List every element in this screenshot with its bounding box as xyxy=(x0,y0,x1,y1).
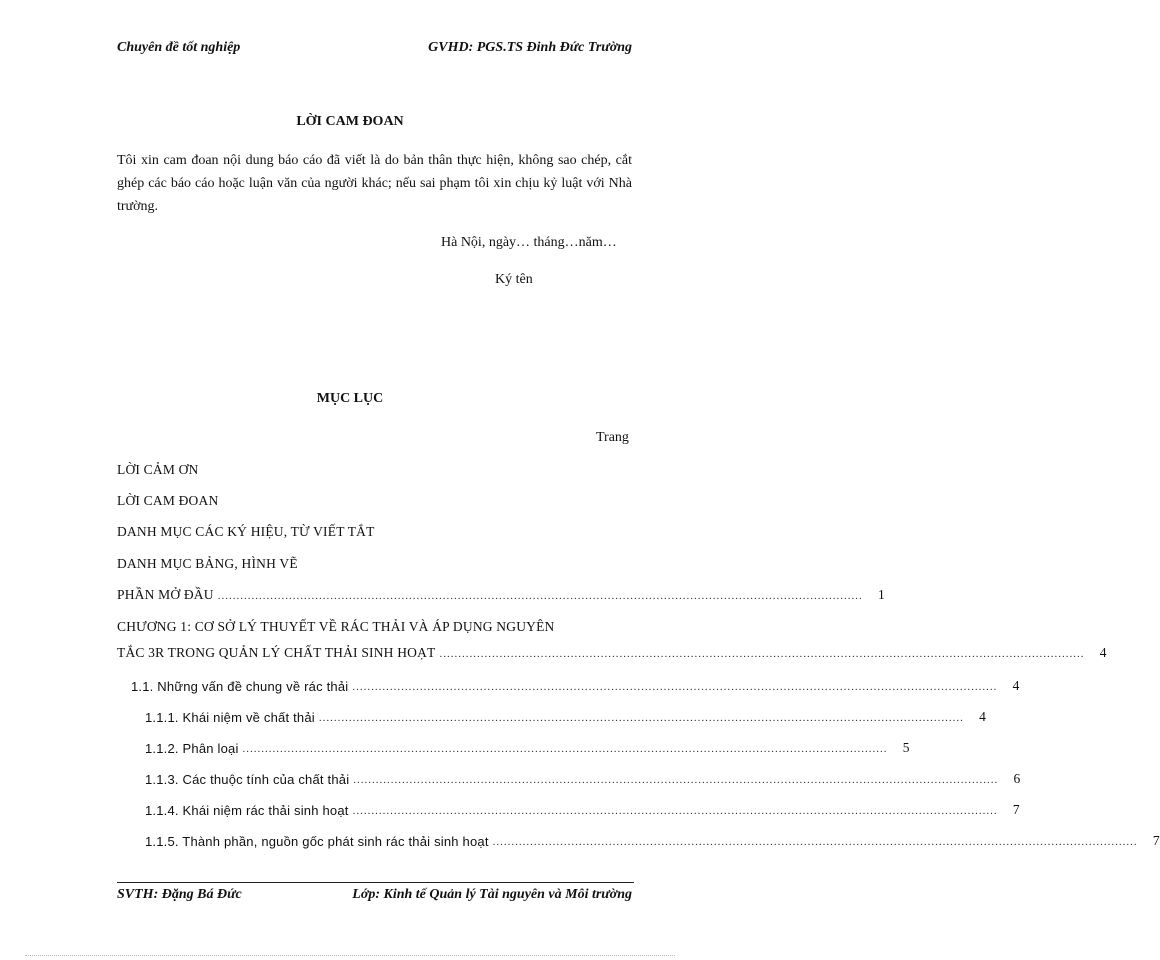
toc-leader-dots: ............................................................................................................................................................................ xyxy=(318,712,964,724)
toc-page-label: Trang xyxy=(596,430,629,445)
toc-item-intro[interactable] xyxy=(117,583,885,603)
toc-leader-dots: ............................................................................................................................................................................ xyxy=(217,590,863,602)
toc-title: MỤC LỤC xyxy=(316,391,384,406)
toc-item[interactable] xyxy=(117,458,632,478)
toc-item-label: 1.1. Những vấn đề chung về rác thải xyxy=(131,679,349,694)
page-header xyxy=(117,40,632,62)
toc-entry[interactable] xyxy=(145,767,1021,787)
toc-page-number: 4 xyxy=(979,709,986,724)
toc-leader-dots: ............................................................................................................................................................................ xyxy=(492,836,1138,848)
toc-item-label: 1.1.3. Các thuộc tính của chất thải xyxy=(145,772,350,787)
toc-item[interactable] xyxy=(117,552,632,572)
date-line: Hà Nội, ngày… tháng…năm… xyxy=(441,235,617,250)
toc-item-label: 1.1.1. Khái niệm về chất thải xyxy=(145,710,315,725)
toc-item-label: 1.1.5. Thành phần, nguồn gốc phát sinh rác thải sinh hoạt xyxy=(145,834,489,849)
toc-page-number: 7 xyxy=(1152,833,1160,848)
page-edge-divider xyxy=(25,955,675,956)
header-left: Chuyên đề tốt nghiệp xyxy=(117,40,241,55)
toc-leader-dots: ............................................................................................................................................................................ xyxy=(242,743,888,755)
footer-left: SVTH: Đặng Bá Đức xyxy=(117,887,242,902)
page-footer xyxy=(117,887,632,909)
toc-item-label: PHẦN MỞ ĐẦU xyxy=(117,587,214,602)
header-right: GVHD: PGS.TS Đinh Đức Trường xyxy=(428,40,632,55)
toc-entry[interactable] xyxy=(131,674,1020,694)
toc-item-label: DANH MỤC CÁC KÝ HIỆU, TỪ VIẾT TẮT xyxy=(117,524,375,539)
toc-page-number: 7 xyxy=(1012,802,1020,817)
toc-item-label: DANH MỤC BẢNG, HÌNH VẼ xyxy=(117,556,298,571)
toc-entry[interactable] xyxy=(145,798,1020,818)
toc-item-label: CHƯƠNG 1: CƠ SỞ LÝ THUYẾT VỀ RÁC THẢI VÀ ÁP DỤNG NGUYÊN xyxy=(117,619,555,634)
footer-right: Lớp: Kinh tế Quản lý Tài nguyên và Môi trường xyxy=(352,887,632,902)
toc-page-number: 4 xyxy=(1099,645,1107,660)
toc-leader-dots: ............................................................................................................................................................................ xyxy=(352,681,998,693)
toc-entry[interactable] xyxy=(145,829,1160,849)
toc-item[interactable] xyxy=(117,489,632,509)
commitment-body: Tôi xin cam đoan nội dung báo cáo đã viết là do bản thân thực hiện, không sao chép, cắt ghép các báo cáo hoặc luận văn của người khác; nếu sai phạm tôi xin chịu kỷ luật với Nhà trường. xyxy=(117,153,632,214)
toc-item[interactable] xyxy=(117,520,632,540)
signature-label: Ký tên xyxy=(495,272,533,287)
toc-leader-dots: ............................................................................................................................................................................ xyxy=(352,805,998,817)
toc-page-number: 6 xyxy=(1013,771,1021,786)
toc-page-number: 1 xyxy=(877,587,885,602)
toc-page-number: 4 xyxy=(1012,678,1020,693)
toc-page-number: 5 xyxy=(902,740,910,755)
toc-item-label: 1.1.4. Khái niệm rác thải sinh hoạt xyxy=(145,803,349,818)
toc-item-label: LỜI CAM ĐOAN xyxy=(117,493,219,508)
commitment-title: LỜI CAM ĐOAN xyxy=(296,114,404,129)
footer-rule xyxy=(117,882,634,883)
toc-item-label: TẮC 3R TRONG QUẢN LÝ CHẤT THẢI SINH HOẠT xyxy=(117,645,436,660)
toc-item-label: 1.1.2. Phân loại xyxy=(145,741,239,756)
toc-entry[interactable] xyxy=(145,705,986,725)
toc-item-label: LỜI CẢM ƠN xyxy=(117,462,199,477)
toc-leader-dots: ............................................................................................................................................................................ xyxy=(439,648,1085,660)
toc-chapter-line1[interactable] xyxy=(117,615,632,635)
toc-entry[interactable] xyxy=(145,736,910,756)
toc-chapter-line2[interactable] xyxy=(117,641,1107,661)
toc-leader-dots: ............................................................................................................................................................................ xyxy=(353,774,999,786)
